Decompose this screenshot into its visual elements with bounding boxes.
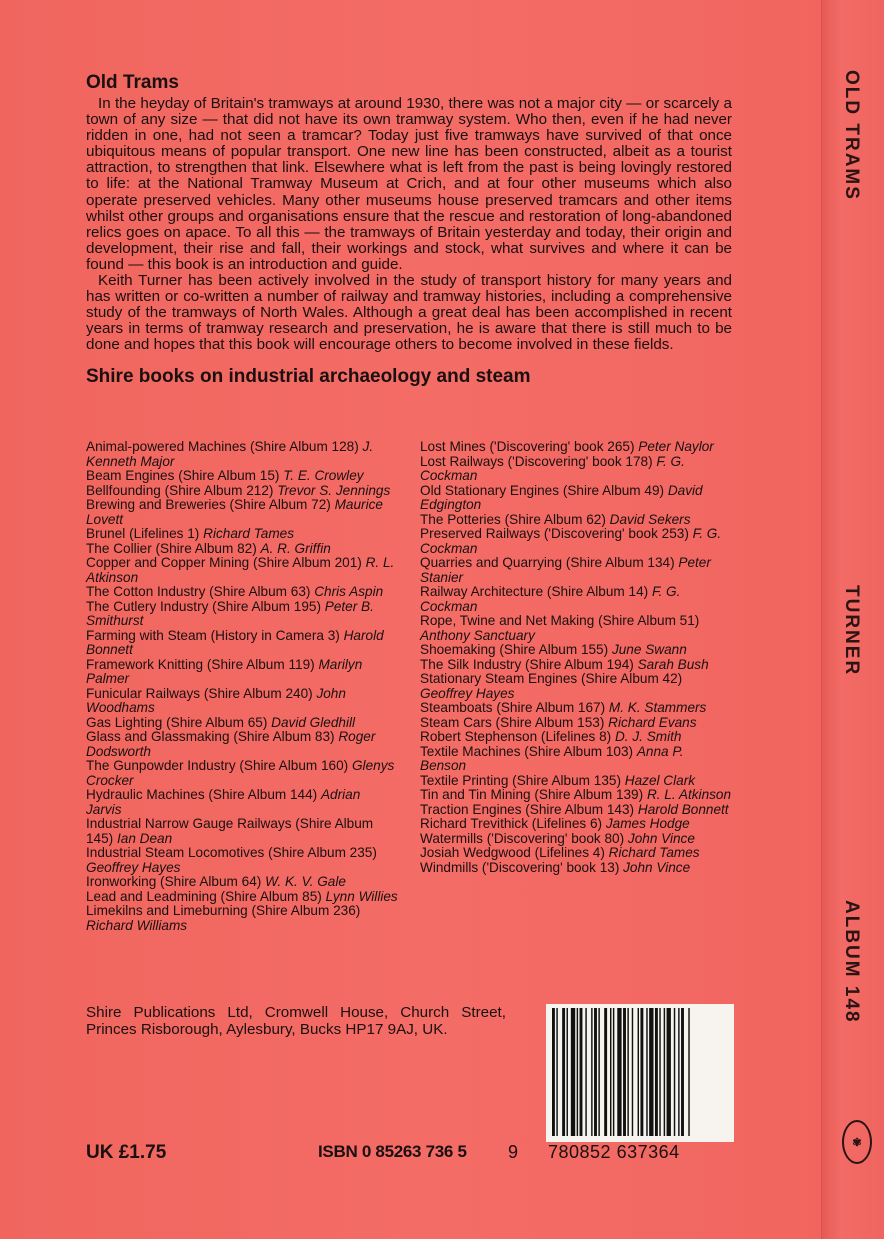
- book-entry: [420, 527, 732, 556]
- barcode-digits: 780852 637364: [548, 1142, 680, 1162]
- books-list: [86, 440, 732, 933]
- book-entry: [420, 817, 732, 832]
- book-author: John Vince: [623, 859, 691, 875]
- book-title: Shoemaking (Shire Album 155): [420, 642, 609, 657]
- book-title: The Cutlery Industry (Shire Album 195): [86, 598, 321, 614]
- book-entry: [86, 629, 398, 658]
- book-author: June Swann: [611, 642, 687, 657]
- book-title: Stationary Steam Engines (Shire Album 42): [420, 671, 683, 686]
- book-author: Peter Naylor: [638, 439, 714, 454]
- book-title: Tin and Tin Mining (Shire Album 139): [420, 787, 644, 802]
- book-author: David Sekers: [609, 511, 691, 527]
- book-title: The Silk Industry (Shire Album 194): [420, 656, 634, 672]
- book-entry: [86, 556, 398, 585]
- book-entry: [420, 803, 732, 818]
- book-entry: [86, 585, 398, 600]
- book-author: John Vince: [627, 830, 695, 846]
- barcode-bar: [659, 1008, 660, 1136]
- book-entry: [420, 716, 732, 731]
- barcode-bar: [610, 1008, 611, 1136]
- book-author: Roger Dodsworth: [86, 729, 376, 759]
- book-author: Harold Bonnett: [637, 801, 729, 817]
- price: UK £1.75: [86, 1142, 167, 1163]
- book-title: Brunel (Lifelines 1): [86, 526, 200, 541]
- book-entry: [86, 788, 398, 817]
- book-title: Traction Engines (Shire Album 143): [420, 801, 635, 817]
- publisher-address: Shire Publications Ltd, Cromwell House, Church Street, Princes Risborough, Aylesbury, Bucks HP17 9AJ, UK.: [86, 1004, 506, 1038]
- book-title: Railway Architecture (Shire Album 14): [420, 584, 649, 599]
- book-author: R. L. Atkinson: [86, 555, 395, 585]
- book-title: Quarries and Quarrying (Shire Album 134): [420, 555, 675, 570]
- barcode-bar: [617, 1008, 621, 1136]
- book-entry: [420, 788, 732, 803]
- book-entry: [86, 600, 398, 629]
- book-title: Ironworking (Shire Album 64): [86, 874, 262, 889]
- book-entry: [420, 585, 732, 614]
- book-author: Trevor S. Jennings: [277, 482, 391, 498]
- book-title: Steam Cars (Shire Album 153): [420, 714, 605, 730]
- book-entry: [420, 745, 732, 774]
- book-author: D. J. Smith: [614, 729, 682, 744]
- book-entry: [420, 484, 732, 513]
- barcode-bar: [688, 1008, 689, 1136]
- barcode-bar: [613, 1008, 614, 1136]
- book-author: Geoffrey Hayes: [420, 685, 515, 701]
- blurb: [86, 72, 732, 392]
- book-author: Maurice Lovett: [86, 497, 383, 527]
- book-title: Hydraulic Machines (Shire Album 144): [86, 787, 318, 802]
- book-title: Lead and Leadmining (Shire Album 85): [86, 888, 322, 904]
- book-entry: [420, 455, 732, 484]
- book-title: Lost Railways ('Discovering' book 178): [420, 453, 653, 469]
- barcode-lead-digit: 9: [508, 1142, 519, 1162]
- book-title: Textile Machines (Shire Album 103): [420, 743, 634, 759]
- book-entry: [86, 730, 398, 759]
- book-title: Brewing and Breweries (Shire Album 72): [86, 497, 331, 512]
- barcode-bar: [627, 1008, 628, 1136]
- book-entry: [86, 759, 398, 788]
- book-author: R. L. Atkinson: [646, 787, 732, 802]
- barcode-bar: [604, 1008, 607, 1136]
- book-entry: [86, 875, 398, 890]
- barcode: [546, 1004, 734, 1142]
- barcode-bar: [632, 1008, 633, 1136]
- book-author: W. K. V. Gale: [265, 874, 346, 889]
- book-author: Sarah Bush: [637, 656, 709, 672]
- books-column-right: [420, 440, 732, 933]
- barcode-bar: [667, 1008, 671, 1136]
- book-entry: [86, 498, 398, 527]
- book-author: Richard Tames: [608, 845, 700, 860]
- barcode-bar: [580, 1008, 583, 1136]
- book-author: Anna P. Benson: [420, 743, 684, 773]
- blurb-paragraph-1: In the heyday of Britain's tramways at around 1930, there was not a major city — or scarcely a town of any size — that did not have its own tramway system. Who then, even if he had never ridden in one, had not seen a tramcar? Today just five tramways have survived of that once ubiquitous means of popular transport. One new line has been constructed, albeit as a tourist attraction, to strengthen that link. Elsewhere what is left from the past is being lovingly restored to life: at the National Tramway Museum at Crich, and at four other museums which also operate preserved vehicles. Many other museums house preserved tramcars and other items whilst other groups and organisations ensure that the rescue and restoration of long-abandoned relics goes on apace. To all this — the tramways of Britain yesterday and today, their origin and development, their rise and fall, their workings and stock, what survives and where it can be found — this book is an introduction and guide.: [86, 95, 732, 273]
- book-author: F. G. Cockman: [420, 526, 722, 556]
- shire-logo-icon: ✾: [842, 1120, 872, 1164]
- book-author: David Gledhill: [271, 714, 356, 730]
- book-title: Gas Lighting (Shire Album 65): [86, 714, 268, 730]
- book-title: Old Stationary Engines (Shire Album 49): [420, 482, 665, 498]
- book-entry: [420, 513, 732, 528]
- book-author: Ian Dean: [117, 830, 173, 846]
- book-title: Limekilns and Limeburning (Shire Album 236): [86, 903, 361, 918]
- book-title: Richard Trevithick (Lifelines 6): [420, 816, 603, 831]
- book-entry: [420, 701, 732, 716]
- book-author: Geoffrey Hayes: [86, 859, 181, 875]
- book-author: Harold Bonnett: [86, 627, 384, 657]
- book-entry: [86, 890, 398, 905]
- books-column-left: [86, 440, 398, 933]
- book-title: Copper and Copper Mining (Shire Album 201): [86, 555, 362, 570]
- book-entry: [420, 643, 732, 658]
- book-title: Beam Engines (Shire Album 15): [86, 468, 280, 483]
- book-entry: [86, 904, 398, 933]
- barcode-bar: [594, 1008, 597, 1136]
- book-author: Hazel Clark: [624, 772, 696, 788]
- book-entry: [420, 658, 732, 673]
- barcode-bars-icon: [550, 1008, 730, 1138]
- barcode-bar: [598, 1008, 599, 1136]
- book-title: Robert Stephenson (Lifelines 8): [420, 729, 612, 744]
- book-entry: [420, 774, 732, 789]
- book-entry: [86, 527, 398, 542]
- book-entry: [420, 440, 732, 455]
- book-author: Adrian Jarvis: [86, 787, 361, 817]
- book-title: Josiah Wedgwood (Lifelines 4): [420, 845, 605, 860]
- isbn: ISBN 0 85263 736 5: [318, 1142, 467, 1161]
- book-entry: [420, 861, 732, 876]
- book-title: Lost Mines ('Discovering' book 265): [420, 439, 635, 454]
- book-author: Peter B. Smithurst: [86, 598, 374, 628]
- barcode-bar: [646, 1008, 647, 1136]
- barcode-bar: [664, 1008, 665, 1136]
- book-title: The Gunpowder Industry (Shire Album 160): [86, 758, 349, 773]
- book-author: Marilyn Palmer: [86, 656, 363, 686]
- barcode-bar: [678, 1008, 679, 1136]
- barcode-bar: [556, 1008, 557, 1136]
- books-list-heading: Shire books on industrial archaeology and steam: [86, 365, 531, 387]
- spine-title: OLD TRAMS: [841, 70, 862, 201]
- book-title: The Collier (Shire Album 82): [86, 540, 257, 556]
- book-author: T. E. Crowley: [283, 468, 364, 483]
- book-title: Framework Knitting (Shire Album 119): [86, 656, 315, 672]
- blurb-paragraph-2: Keith Turner has been actively involved in the study of transport history for many years and has written or co-written a number of railway and tramway histories, including a comprehensive study of the tramways of North Wales. Although a great deal has been accomplished in recent years in terms of tramway research and preservation, he is aware that there is still much to be done and hopes that this book will encourage others to become involved in these fields.: [86, 272, 732, 354]
- spine-author: TURNER: [841, 585, 862, 677]
- book-author: J. Kenneth Major: [86, 439, 374, 469]
- book-author: Chris Aspin: [314, 584, 384, 599]
- book-title: Steamboats (Shire Album 167): [420, 700, 606, 715]
- book-entry: [86, 716, 398, 731]
- book-title: Funicular Railways (Shire Album 240): [86, 685, 313, 701]
- book-entry: [86, 846, 398, 875]
- book-title: Watermills ('Discovering' book 80): [420, 830, 625, 846]
- book-spine: [821, 0, 884, 1239]
- book-title: Industrial Steam Locomotives (Shire Album 235): [86, 845, 377, 860]
- book-title: Rope, Twine and Net Making (Shire Album 51): [420, 613, 700, 628]
- barcode-bar: [649, 1008, 653, 1136]
- book-author: John Woodhams: [86, 685, 346, 715]
- book-title: Industrial Narrow Gauge Railways (Shire Album 145): [86, 816, 374, 846]
- book-author: Richard Williams: [86, 917, 188, 933]
- book-title: Glass and Glassmaking (Shire Album 83): [86, 729, 335, 744]
- barcode-bar: [562, 1008, 565, 1136]
- book-author: Anthony Sanctuary: [420, 627, 535, 643]
- barcode-bar: [674, 1008, 675, 1136]
- book-title: The Potteries (Shire Album 62): [420, 511, 606, 527]
- barcode-bar: [577, 1008, 578, 1136]
- book-entry: [420, 672, 732, 701]
- book-entry: [86, 658, 398, 687]
- barcode-bar: [640, 1008, 643, 1136]
- barcode-bar: [591, 1008, 592, 1136]
- book-title: Textile Printing (Shire Album 135): [420, 772, 621, 788]
- book-author: James Hodge: [605, 816, 690, 831]
- barcode-bar: [571, 1008, 575, 1136]
- book-title: Animal-powered Machines (Shire Album 128): [86, 439, 359, 454]
- barcode-bar: [681, 1008, 684, 1136]
- barcode-bar: [623, 1008, 626, 1136]
- barcode-bar: [655, 1008, 658, 1136]
- book-entry: [86, 484, 398, 499]
- barcode-bar: [552, 1008, 555, 1136]
- book-author: M. K. Stammers: [608, 700, 707, 715]
- book-entry: [420, 846, 732, 861]
- book-author: Glenys Crocker: [86, 758, 395, 788]
- book-author: Richard Evans: [608, 714, 697, 730]
- book-author: Richard Tames: [203, 526, 295, 541]
- book-entry: [420, 614, 732, 643]
- book-entry: [86, 542, 398, 557]
- barcode-bar: [638, 1008, 639, 1136]
- book-entry: [86, 817, 398, 846]
- book-title: Preserved Railways ('Discovering' book 253): [420, 526, 689, 541]
- book-title: The Cotton Industry (Shire Album 63): [86, 584, 311, 599]
- book-author: David Edgington: [420, 482, 703, 512]
- barcode-bar: [585, 1008, 586, 1136]
- book-title: Windmills ('Discovering' book 13): [420, 859, 620, 875]
- spine-album-number: ALBUM 148: [841, 900, 862, 1024]
- book-entry: [86, 440, 398, 469]
- book-title-heading: Old Trams: [86, 72, 179, 93]
- book-author: A. R. Griffin: [260, 540, 331, 556]
- book-title: Bellfounding (Shire Album 212): [86, 482, 274, 498]
- book-entry: [420, 556, 732, 585]
- book-entry: [420, 730, 732, 745]
- book-title: Farming with Steam (History in Camera 3): [86, 627, 340, 643]
- book-author: F. G. Cockman: [420, 453, 685, 483]
- book-author: Peter Stanier: [420, 555, 711, 585]
- book-author: Lynn Willies: [325, 888, 398, 904]
- book-entry: [420, 832, 732, 847]
- book-author: F. G. Cockman: [420, 584, 681, 614]
- book-entry: [86, 687, 398, 716]
- book-entry: [86, 469, 398, 484]
- barcode-bar: [567, 1008, 568, 1136]
